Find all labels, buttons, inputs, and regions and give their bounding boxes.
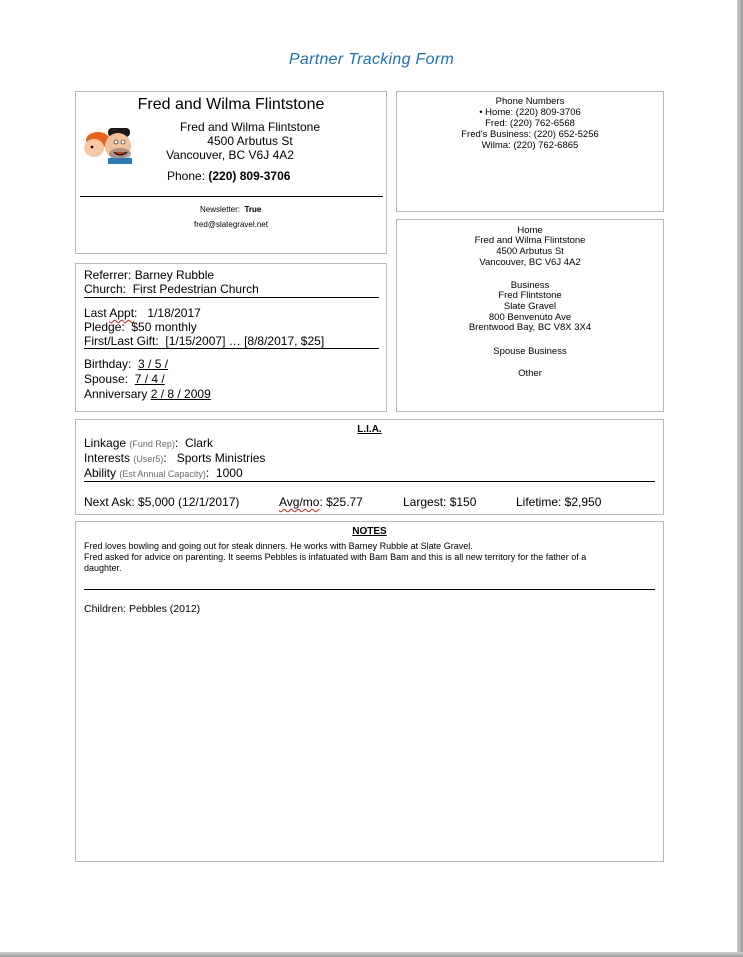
church-row bbox=[84, 282, 259, 297]
linkage-hint: (Fund Rep) bbox=[129, 439, 175, 449]
linkage-value: Clark bbox=[184, 436, 213, 450]
children-line: Children: Pebbles (2012) bbox=[84, 603, 201, 615]
ability-label: Ability bbox=[84, 466, 117, 480]
last-appt-label-c: : bbox=[134, 306, 138, 320]
relationship-divider-1 bbox=[84, 297, 379, 298]
home-address-line: Fred and Wilma Flintstone bbox=[474, 235, 586, 246]
business-address-line: Fred Flintstone bbox=[498, 290, 562, 301]
form-title: Partner Tracking Form bbox=[288, 51, 455, 68]
home-address-line: Vancouver, BC V6J 4A2 bbox=[479, 257, 581, 268]
ability-row: Ability (Est Annual Capacity): 1000 bbox=[84, 466, 243, 480]
phone-label: Phone: bbox=[167, 169, 206, 183]
contact-display-name: Fred and Wilma Flintstone bbox=[137, 96, 325, 113]
notes-line-1: Fred loves bowling and going out for steak dinners. He works with Barney Rubble at Slate Gravel. bbox=[84, 541, 473, 551]
home-address-header: Home bbox=[517, 225, 543, 236]
last-appt-label-a: Last bbox=[84, 306, 110, 320]
home-address-line: 4500 Arbutus St bbox=[496, 246, 564, 257]
newsletter-label: Newsletter: bbox=[200, 205, 241, 214]
pledge-value: $50 monthly bbox=[131, 320, 197, 334]
lifetime-giving: Lifetime: $2,950 bbox=[516, 495, 602, 509]
linkage-label: Linkage bbox=[84, 436, 127, 450]
referrer-row bbox=[84, 268, 214, 283]
notes-line-2: Fred asked for advice on parenting. It seems Pebbles is infatuated with Bam Bam and this is all new territory for the father of a bbox=[84, 552, 587, 562]
notes-box bbox=[75, 521, 664, 862]
ability-value: 1000 bbox=[215, 466, 243, 480]
last-appt-value: 1/18/2017 bbox=[147, 306, 201, 320]
business-address-header: Business bbox=[510, 280, 550, 291]
lia-header: L.I.A. bbox=[357, 424, 382, 435]
avg-label: Avg/mo bbox=[279, 495, 320, 509]
notes-line-3: daughter. bbox=[84, 563, 122, 573]
phone-number-home: • Home: (220) 809-3706 bbox=[479, 107, 581, 118]
contact-address-line-2: 4500 Arbutus St bbox=[207, 134, 293, 148]
avg-per-month bbox=[279, 495, 363, 510]
church-value: First Pedestrian Church bbox=[132, 282, 259, 296]
pledge-row bbox=[84, 320, 197, 335]
anniversary-row bbox=[84, 387, 211, 402]
phone-number-wilma: Wilma: (220) 762-6865 bbox=[481, 140, 579, 151]
relationship-divider-2 bbox=[84, 348, 379, 349]
gift-value: [1/15/2007] … [8/8/2017, $25] bbox=[165, 334, 325, 348]
flintstone-avatar bbox=[80, 122, 138, 164]
pledge-label: Pledge: bbox=[84, 320, 125, 334]
notes-divider bbox=[84, 589, 655, 590]
gift-label: First/Last Gift: bbox=[84, 334, 159, 348]
referrer-label: Referrer: bbox=[84, 268, 132, 282]
page-shadow-right bbox=[737, 0, 743, 957]
phone-value: (220) 809-3706 bbox=[208, 169, 291, 183]
birthday-row bbox=[84, 357, 168, 372]
linkage-row: Linkage (Fund Rep): Clark bbox=[84, 436, 213, 450]
other-address-header: Other bbox=[518, 368, 542, 379]
gift-row bbox=[84, 334, 324, 349]
last-appt-row bbox=[84, 306, 201, 321]
contact-phone bbox=[167, 169, 290, 183]
lia-divider bbox=[84, 481, 655, 482]
birthday-label: Birthday: bbox=[84, 357, 132, 371]
newsletter-row bbox=[200, 205, 261, 214]
phone-number-fred: Fred: (220) 762-6568 bbox=[485, 118, 575, 129]
contact-divider bbox=[80, 196, 383, 197]
ability-hint: (Est Annual Capacity) bbox=[119, 469, 206, 479]
interests-value: Sports Ministries bbox=[176, 451, 266, 465]
spouse-business-header: Spouse Business bbox=[493, 346, 567, 357]
notes-header: NOTES bbox=[352, 526, 387, 537]
anniversary-value: 2 / 8 / 2009 bbox=[150, 387, 211, 401]
anniversary-label: Anniversary bbox=[84, 387, 148, 401]
next-ask: Next Ask: $5,000 (12/1/2017) bbox=[84, 495, 240, 509]
contact-address-line-3: Vancouver, BC V6J 4A2 bbox=[166, 148, 294, 162]
largest-gift: Largest: $150 bbox=[403, 495, 477, 509]
contact-email[interactable]: fred@slategravel.net bbox=[194, 220, 268, 229]
last-appt-label-b: Appt bbox=[109, 306, 135, 320]
referrer-value: Barney Rubble bbox=[134, 268, 215, 282]
birthday-value: 3 / 5 / bbox=[138, 357, 169, 371]
business-address-line: 800 Benvenuto Ave bbox=[488, 312, 572, 323]
phone-number-business: Fred's Business: (220) 652-5256 bbox=[461, 129, 599, 140]
avg-value: : $25.77 bbox=[319, 495, 363, 509]
phone-numbers-header: Phone Numbers bbox=[495, 96, 565, 107]
church-label: Church: bbox=[84, 282, 127, 296]
interests-label: Interests bbox=[84, 451, 131, 465]
spouse-label: Spouse: bbox=[84, 372, 129, 386]
business-address-line: Slate Gravel bbox=[503, 301, 557, 312]
spouse-birthday-row bbox=[84, 372, 165, 387]
page-shadow-bottom bbox=[0, 952, 743, 957]
interests-hint: (User5) bbox=[133, 454, 164, 464]
interests-row: Interests (User5): Sports Ministries bbox=[84, 451, 266, 465]
business-address-line: Brentwood Bay, BC V8X 3X4 bbox=[468, 322, 592, 333]
contact-address-line-1: Fred and Wilma Flintstone bbox=[179, 120, 321, 134]
spouse-value: 7 / 4 / bbox=[134, 372, 165, 386]
newsletter-value: True bbox=[244, 205, 262, 214]
